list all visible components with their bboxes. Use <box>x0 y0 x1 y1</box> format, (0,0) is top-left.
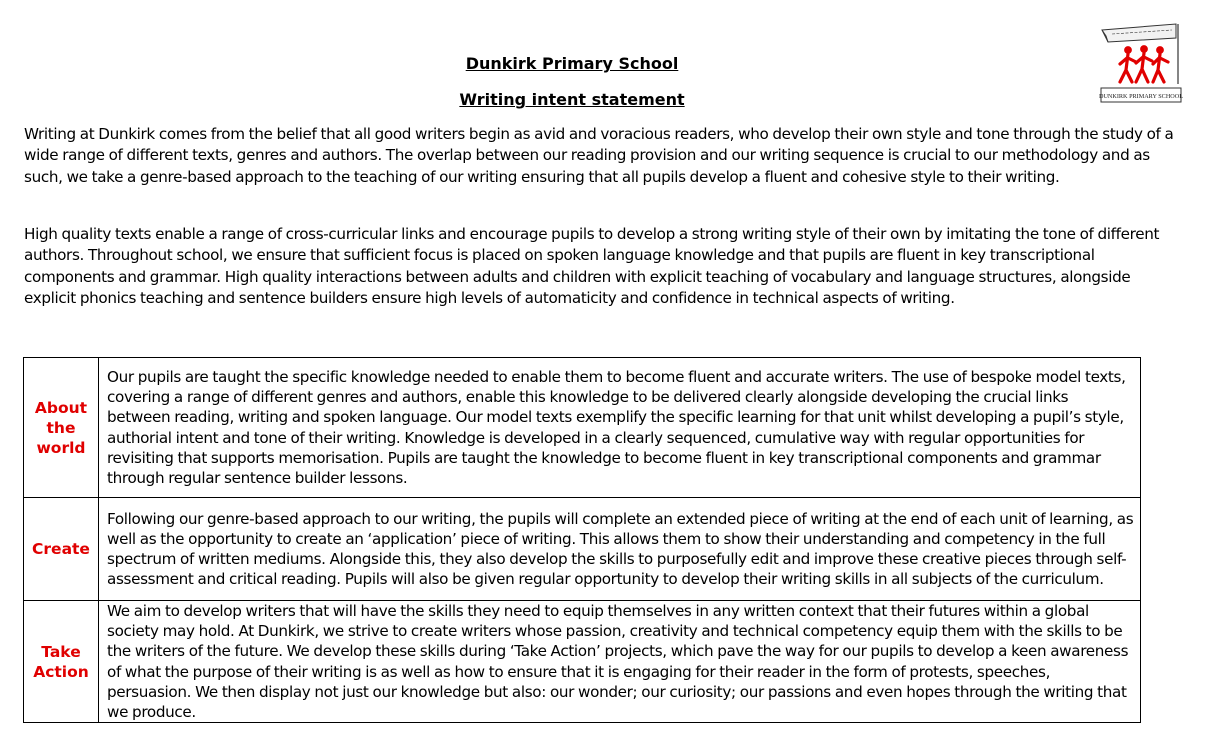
intro-paragraph-1: Writing at Dunkirk comes from the belief that all good writers begin as avid and voracious readers, who develop their own style and tone through the study of a wide range of different texts, genres and authors. The overlap between our reading provision and our writing sequence is crucial to our methodology and as such, we take a genre-based approach to the teaching of our writing ensuring that all pupils develop a fluent and cohesive style to their writing. <box>24 125 1174 186</box>
intent-table <box>23 357 1141 723</box>
row-text-create: Following our genre-based approach to our writing, the pupils will complete an extended piece of writing at the end of each unit of learning, as well as the opportunity to create an ‘application’ piece of writing. This allows them to show their understanding and competency in the full spectrum of written mediums. Alongside this, they also develop the skills to purposefully edit and improve these creative pieces through self-assessment and critical reading. Pupils will also be given regular opportunity to develop their writing skills in all subjects of the curriculum. <box>99 498 1141 601</box>
document-title: Writing intent statement <box>459 90 685 109</box>
table-row <box>24 358 1141 498</box>
intro-paragraph-2: High quality texts enable a range of cross-curricular links and encourage pupils to develop a strong writing style of their own by imitating the tone of different authors. Throughout school, we ensure that sufficient focus is placed on spoken language knowledge and that pupils are fluent in key transcriptional components and grammar. High quality interactions between adults and children with explicit teaching of vocabulary and language structures, alongside explicit phonics teaching and sentence builders ensure high levels of automaticity and confidence in technical aspects of writing. <box>24 225 1160 308</box>
row-text-about-the-world: Our pupils are taught the specific knowledge needed to enable them to become fluent and accurate writers. The use of bespoke model texts, covering a range of different genres and authors, enable this knowledge to be delivered clearly alongside developing the crucial links between reading, writing and spoken language. Our model texts exemplify the specific learning for that unit whilst developing a pupil’s style, authorial intent and tone of their writing. Knowledge is developed in a clearly sequenced, cumulative way with regular opportunities for revisiting that supports memorisation. Pupils are taught the knowledge to become fluent in key transcriptional components and grammar through regular sentence builder lessons. <box>99 358 1141 498</box>
svg-text:DUNKIRK PRIMARY SCHOOL: DUNKIRK PRIMARY SCHOOL <box>1099 93 1183 100</box>
row-label-create: Create <box>24 498 99 601</box>
table-row <box>24 498 1141 601</box>
row-label-about-the-world: About the world <box>24 358 99 498</box>
school-name-heading: Dunkirk Primary School <box>465 54 679 73</box>
table-row <box>24 601 1141 723</box>
row-text-take-action: We aim to develop writers that will have the skills they need to equip themselves in any written context that their futures within a global society may hold. At Dunkirk, we strive to create writers whose passion, creativity and technical competency equip them with the skills to be the writers of the future. We develop these skills during ‘Take Action’ projects, which pave the way for our pupils to develop a keen awareness of what the purpose of their writing is as well as how to ensure that it is engaging for their reader in the form of protests, speeches, persuasion. We then display not just our knowledge but also: our wonder; our curiosity; our passions and even hopes through the writing that we produce. <box>99 601 1141 723</box>
row-label-take-action: Take Action <box>24 601 99 723</box>
school-logo <box>1098 20 1184 106</box>
